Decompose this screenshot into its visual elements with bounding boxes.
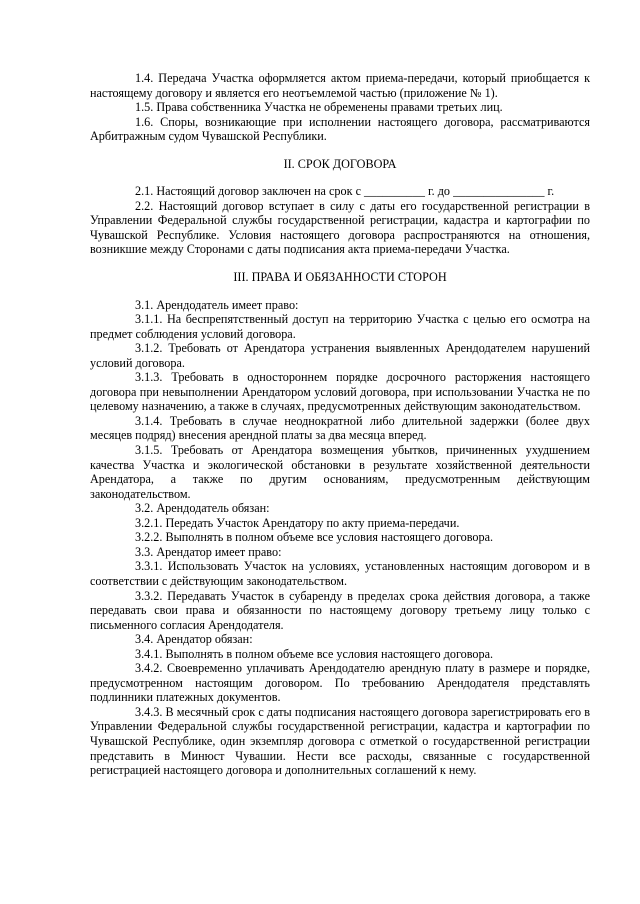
clause-3-1: 3.1. Арендодатель имеет право: [135, 297, 299, 312]
clause-3-2-2: 3.2.2. Выполнять в полном объеме все условия настоящего договора. [135, 530, 494, 545]
clause-1-5: 1.5. Права собственника Участка не обременены правами третьих лиц. [135, 100, 503, 115]
clause-3-1-1: 3.1.1. На беспрепятственный доступ на территорию Участка с целью его осмотра на предмет соблюдения условий договора. [90, 312, 590, 341]
document-page [90, 71, 590, 778]
clause-3-4-3: 3.4.3. В месячный срок с даты подписания настоящего договора зарегистрировать его в Управлении Федеральной службы государственной регистрации, кадастра и картографии по Чувашской Республике, один экземпляр договора с отметкой о государственной регистрации представить в Минюст Чувашии. Нести все расходы, связанные с государственной регистрацией настоящего договора и дополнительных соглашений к нему. [90, 704, 590, 778]
clause-2-2: 2.2. Настоящий договор вступает в силу с даты его государственной регистрации в Управлении Федеральной службы государственной регистрации, кадастра и картографии по Чувашской Республике. Условия настоящего договора распространяются на отношения, возникшие между Сторонами с даты подписания акта приема-передачи Участка. [90, 198, 590, 257]
clause-3-4-1: 3.4.1. Выполнять в полном объеме все условия настоящего договора. [135, 646, 494, 661]
clause-3-1-2: 3.1.2. Требовать от Арендатора устранения выявленных Арендодателем нарушений условий договора. [90, 341, 590, 370]
clause-3-3-2: 3.3.2. Передавать Участок в субаренду в пределах срока действия договора, а также передавать свои права и обязанности по настоящему договору третьему лицу только с письменного согласия Арендодателя. [90, 588, 590, 632]
clause-3-4-2: 3.4.2. Своевременно уплачивать Арендодателю арендную плату в размере и порядке, предусмотренном настоящим договором. По требованию Арендодателя представлять подлинники платежных документов. [90, 661, 590, 705]
clause-3-3-1: 3.3.1. Использовать Участок на условиях, установленных настоящим договором и в соответствии с действующим законодательством. [90, 559, 590, 588]
clause-3-1-5: 3.1.5. Требовать от Арендатора возмещения убытков, причиненных ухудшением качества Участка и экологической обстановки в результате хозяйственной деятельности Арендатора, а также по другим основаниям, предусмотренным действующим законодательством. [90, 443, 590, 501]
clause-3-2: 3.2. Арендодатель обязан: [135, 501, 270, 516]
section-3-heading: III. ПРАВА И ОБЯЗАННОСТИ СТОРОН [233, 270, 447, 285]
clause-3-1-3: 3.1.3. Требовать в одностороннем порядке досрочного расторжения настоящего договора при невыполнении Арендатором условий договора, при использовании Участка не по целевому назначению, а также в случаях, предусмотренных действующим законодательством. [90, 370, 590, 414]
clause-3-1-4: 3.1.4. Требовать в случае неоднократной либо длительной задержки (более двух месяцев подряд) внесения арендной платы за два месяца вперед. [90, 413, 590, 443]
section-2-heading: II. СРОК ДОГОВОРА [283, 156, 397, 171]
clause-1-6: 1.6. Споры, возникающие при исполнении настоящего договора, рассматриваются Арбитражным судом Чувашской Республики. [90, 114, 590, 144]
clause-3-3: 3.3. Арендатор имеет право: [135, 544, 282, 559]
clause-2-1: 2.1. Настоящий договор заключен на срок с __________ г. до _______________ г. [135, 184, 555, 199]
clause-1-4: 1.4. Передача Участка оформляется актом приема-передачи, который приобщается к настоящему договору и является его неотъемлемой частью (приложение № 1). [90, 71, 590, 100]
clause-3-4: 3.4. Арендатор обязан: [135, 632, 253, 647]
clause-3-2-1: 3.2.1. Передать Участок Арендатору по акту приема-передачи. [135, 515, 460, 530]
